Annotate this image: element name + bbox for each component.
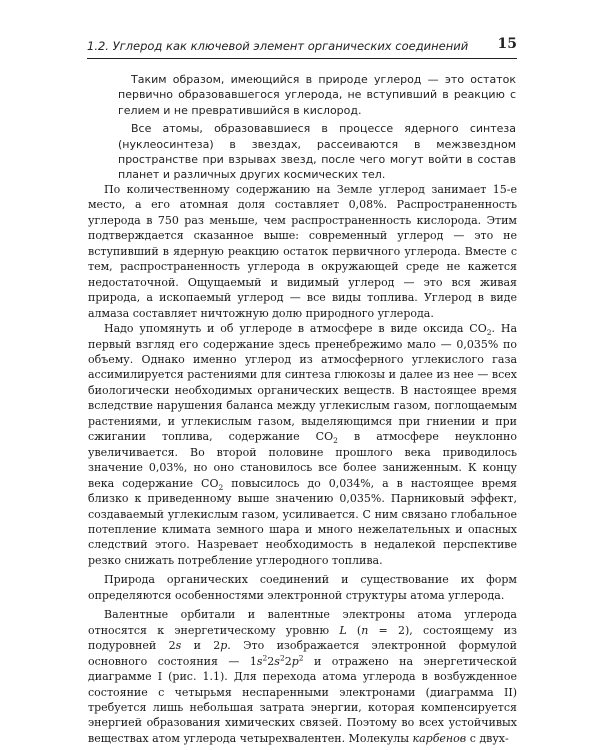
page-number: 15 xyxy=(497,36,517,52)
body-paragraph-4: Валентные орбитали и валентные электроны атома углерода относятся к энергетическому уровню L (n = 2), состоящему из подуровней 2s и 2p. Это изображается электронной формулой основного состояния — $1s^22s^22p^2$ и отражено на энергетической диаграмме I (рис. 1.1). Для перехода атома углерода в возбужденное состояние с четырьмя неспаренными электронами (диаграмма II) требуется лишь небольшая затрата энергии, которая компенсируется энергией образования химических связей. Поэтому во всех устойчивых веществах атом углерода четырехвалентен. Молекулы карбенов с двух- xyxy=(88,608,518,745)
note-paragraph-1: Таким образом, имеющийся в природе углерод — это остаток первично образовавшегося углерода, не вступивший в реакцию с гелием и не превратившийся в кислород. xyxy=(118,73,516,117)
note-block xyxy=(118,72,516,183)
running-header xyxy=(87,36,517,59)
body-paragraph-3: Природа органических соединений и существование их форм определяются особенностями электронной структуры атома углерода. xyxy=(88,573,517,602)
body-paragraph-2: Надо упомянуть и об углероде в атмосфере в виде оксида $CO_2$. На первый взгляд его содержание здесь пренебрежимо мало — 0,035% по объему. Однако именно углерод из атмосферного углекислого газа ассимилируется растениями для синтеза глюкозы и далее из нее — всех биологически необходимых органических веществ. В настоящее время вследствие нарушения баланса между углекислым газом, поглощаемым растениями, и углекислым газом, выделяющимся при гниении и при сжигании топлива, содержание $CO_2$ в атмосфере неуклонно увеличивается. Во второй половине прошлого века приводилось значение 0,03%, но оно становилось все более заниженным. К концу века содержание $CO_2$ повысилось до 0,034%, а в настоящее время близко к приведенному выше значению 0,035%. Парниковый эффект, создаваемый углекислым газом, усиливается. С ним связано глобальное потепление климата земного шара и много нежелательных и опасных следствий этого. Назревает необходимость в недалекой перспективе резко снижать потребление углеродного топлива. xyxy=(88,322,517,567)
section-title: 1.2. Углерод как ключевой элемент органических соединений xyxy=(87,39,469,53)
body-paragraph-1: По количественному содержанию на Земле углерод занимает 15-е место, а его атомная доля составляет 0,08%. Распространенность углерода в 750 раз меньше, чем распространенность кислорода. Этим подтверждается сказанное выше: современный углерод — это не вступивший в ядерную реакцию остаток первичного углерода. Вместе с тем, распространенность углерода в окружающей среде не кажется недостаточной. Ощущаемый и видимый углерод — это вся живая природа, а ископаемый углерод — все виды топлива. Углерод в виде алмаза составляет ничтожную долю природного углерода. xyxy=(88,183,517,320)
note-paragraph-2: Все атомы, образовавшиеся в процессе ядерного синтеза (нуклеосинтеза) в звездах, рассеиваются в межзвездном пространстве при взрывах звезд, после чего могут войти в состав планет и различных других космических тел. xyxy=(118,122,516,182)
body-text xyxy=(88,182,517,746)
